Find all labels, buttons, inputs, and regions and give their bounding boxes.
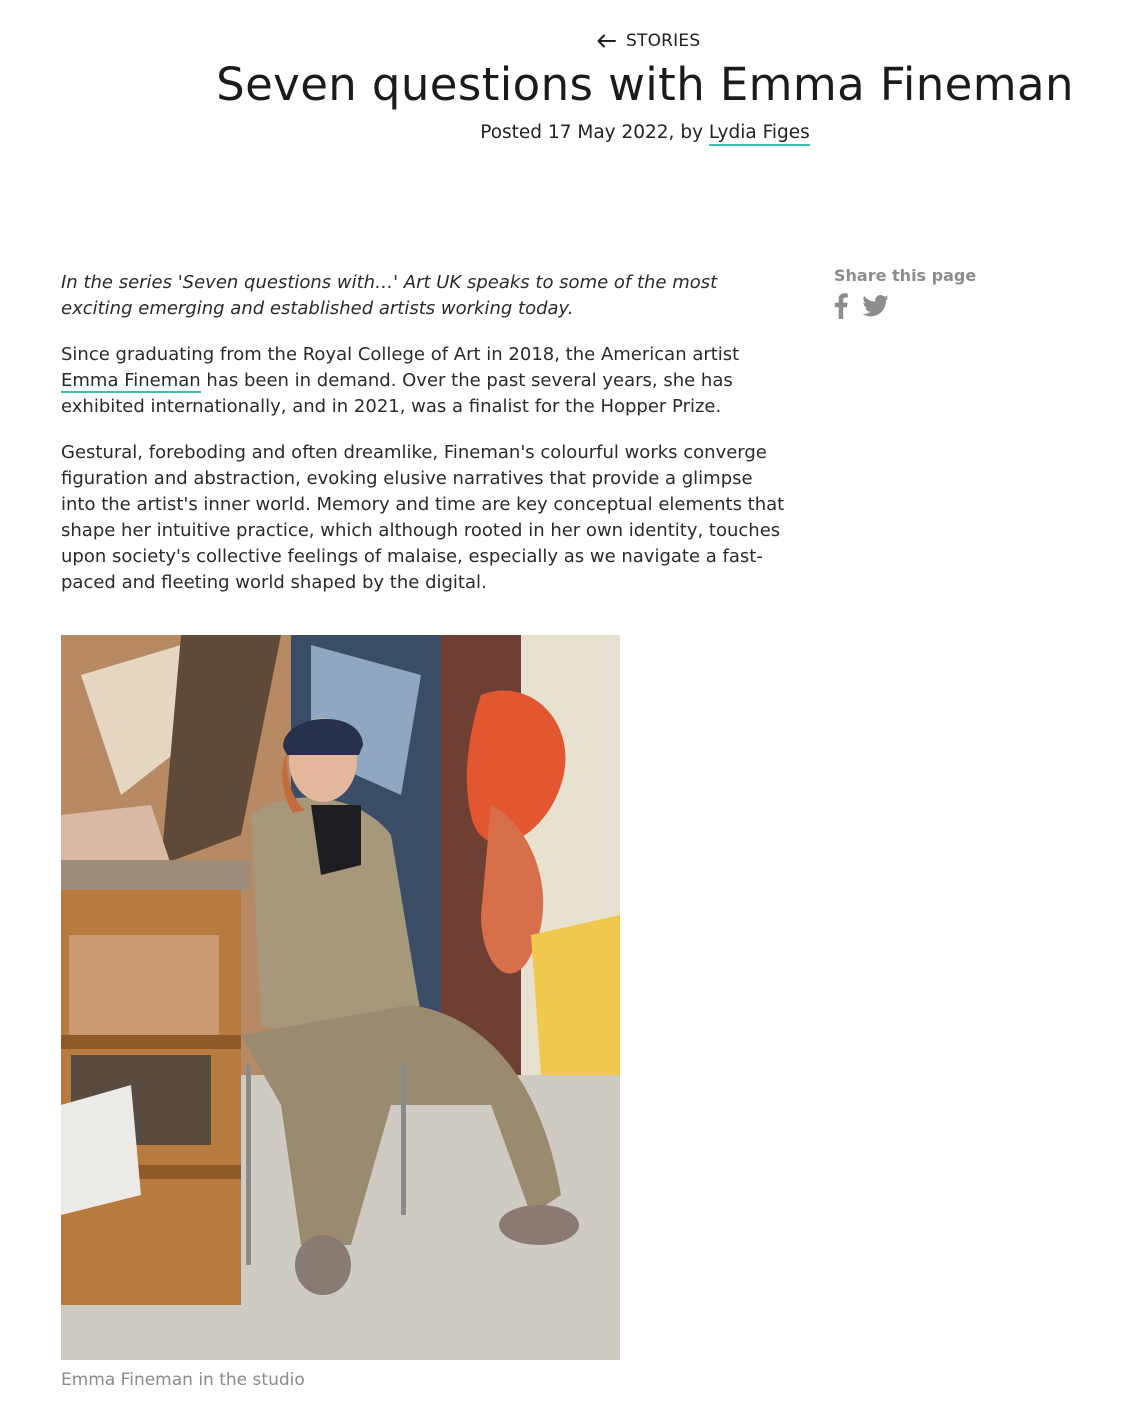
share-label: Share this page — [834, 266, 977, 285]
facebook-icon[interactable] — [834, 293, 848, 323]
artist-photo — [61, 635, 620, 1360]
intro-paragraph: In the series 'Seven questions with…' Art UK speaks to some of the most exciting emerging and established artists working today. — [61, 272, 718, 319]
page-title: Seven questions with Emma Fineman — [216, 58, 1074, 111]
byline — [0, 122, 1125, 143]
paragraph-1 — [61, 342, 791, 420]
article-body — [61, 270, 791, 616]
paragraph-1-text-end: has been in demand. Over the past several years, she has exhibited internationally, and in 2021, was a finalist for the Hopper Prize. — [61, 370, 733, 417]
share-icons — [834, 293, 976, 323]
byline-date: Posted 17 May 2022, by — [480, 122, 709, 143]
arrow-left-icon — [597, 34, 616, 48]
paragraph-2: Gestural, foreboding and often dreamlike, Fineman's colourful works converge figuration and abstraction, evoking elusive narratives that provide a glimpse into the artist's inner world. Memory and time are key conceptual elements that shape her intuitive practice, which although rooted in her own identity, touches upon society's collective feelings of malaise, especially as we navigate a fast-paced and fleeting world shaped by the digital. — [61, 442, 785, 593]
twitter-icon[interactable] — [862, 295, 889, 321]
back-to-stories-link[interactable] — [597, 31, 700, 51]
back-link-label: STORIES — [626, 31, 701, 51]
share-panel — [834, 266, 976, 323]
author-link[interactable]: Lydia Figes — [709, 122, 810, 146]
photo-caption: Emma Fineman in the studio — [61, 1370, 305, 1390]
artist-link[interactable]: Emma Fineman — [61, 370, 201, 391]
paragraph-1-text-start: Since graduating from the Royal College of Art in 2018, the American artist — [61, 344, 740, 365]
